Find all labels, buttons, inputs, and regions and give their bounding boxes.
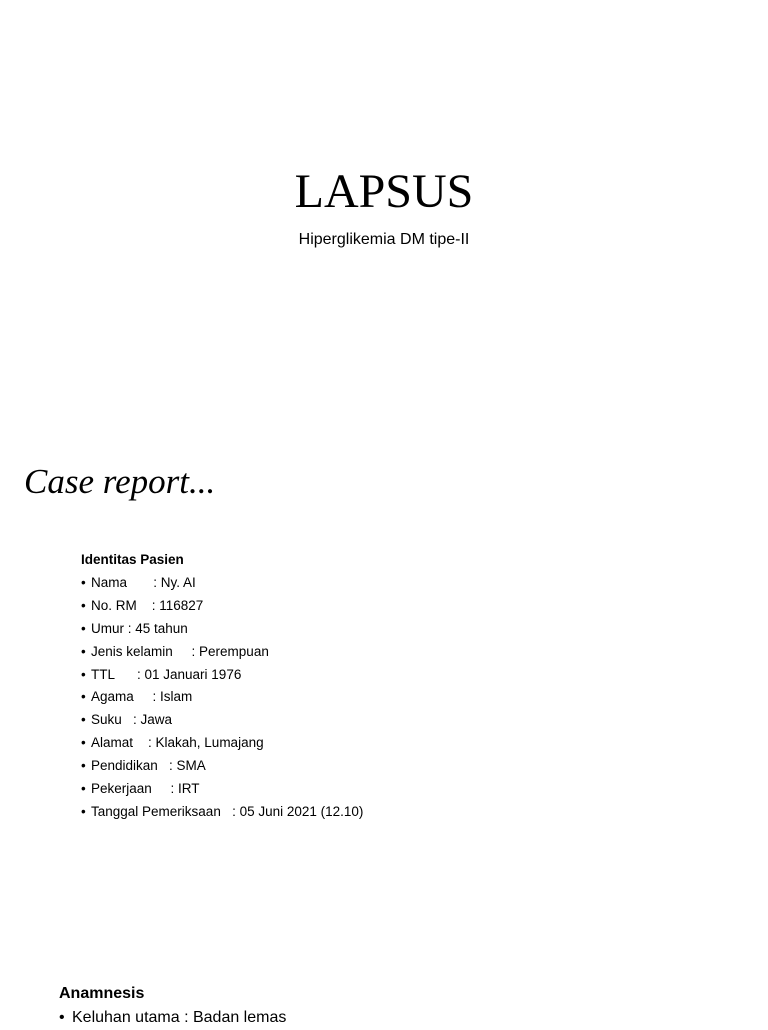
bullet: •: [81, 666, 86, 682]
bullet: •: [81, 735, 86, 751]
identity-item-ttl: • TTL : 01 Januari 1976: [81, 664, 363, 687]
identity-item-pendidikan: • Pendidikan : SMA: [81, 755, 363, 778]
identity-item-nama: • Nama : Ny. AI: [81, 572, 363, 595]
bullet: •: [81, 712, 86, 728]
slide-title: LAPSUS: [294, 165, 474, 218]
bullet: •: [81, 803, 86, 819]
identity-heading: Identitas Pasien: [81, 552, 184, 567]
bullet: •: [81, 758, 86, 774]
bullet: •: [81, 574, 86, 590]
identity-item-alamat: • Alamat : Klakah, Lumajang: [81, 732, 363, 755]
identity-item-agama: • Agama : Islam: [81, 686, 363, 709]
identity-item-no-rm: • No. RM : 116827: [81, 595, 363, 618]
bullet: •: [81, 781, 86, 797]
bullet: •: [81, 643, 86, 659]
anamnesis-section: [59, 982, 286, 1030]
bullet: •: [59, 1009, 65, 1026]
identity-item-jenis-kelamin: • Jenis kelamin : Perempuan: [81, 641, 363, 664]
patient-identity-list: [81, 549, 363, 824]
identity-item-pekerjaan: • Pekerjaan : IRT: [81, 778, 363, 801]
slide-subtitle: Hiperglikemia DM tipe-II: [298, 231, 470, 248]
identity-item-tanggal-pemeriksaan: • Tanggal Pemeriksaan : 05 Juni 2021 (12.10): [81, 801, 363, 824]
case-report-title: Case report...: [24, 462, 216, 501]
anamnesis-item: • Keluhan utama : Badan lemas: [59, 1006, 286, 1030]
bullet: •: [81, 689, 86, 705]
bullet: •: [81, 620, 86, 636]
bullet: •: [81, 597, 86, 613]
anamnesis-heading: Anamnesis: [59, 985, 145, 1002]
identity-item-suku: • Suku : Jawa: [81, 709, 363, 732]
identity-item-umur: • Umur : 45 tahun: [81, 618, 363, 641]
